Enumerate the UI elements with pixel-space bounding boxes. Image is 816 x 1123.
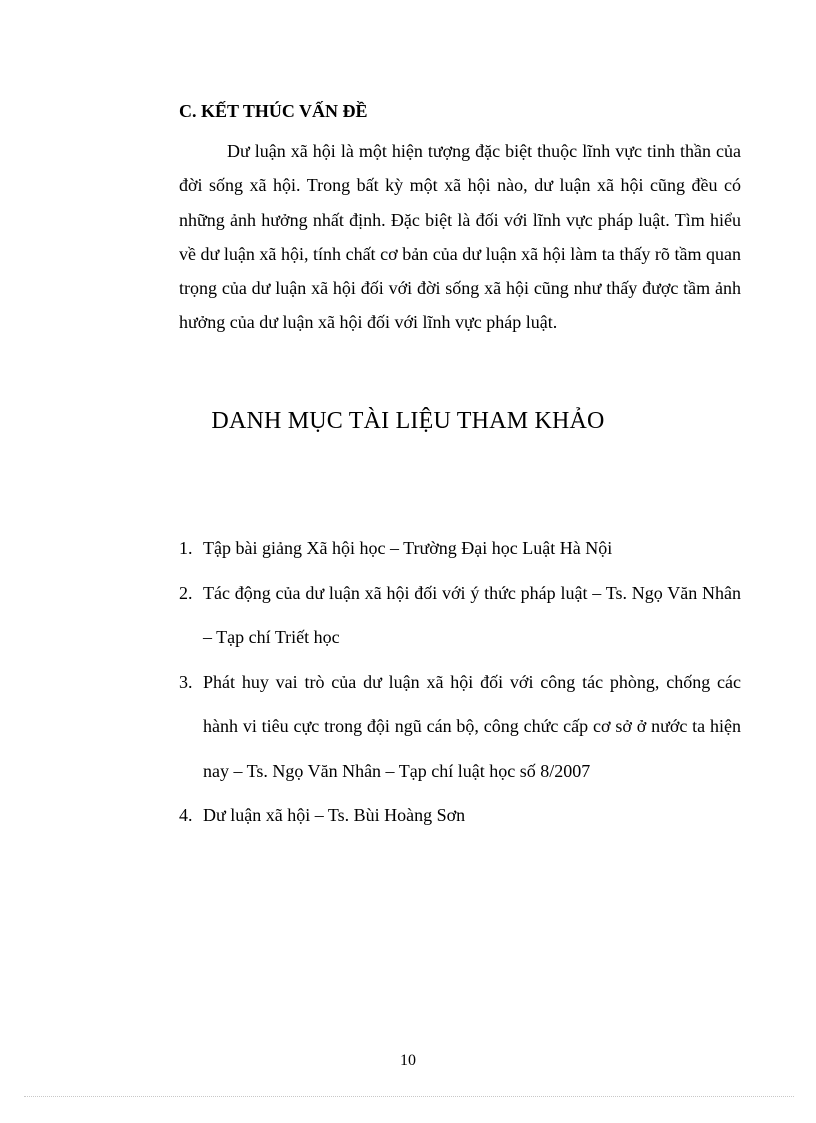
reference-number: 3.	[179, 671, 193, 692]
conclusion-paragraph-body: Dư luận xã hội là một hiện tượng đặc biệt thuộc lĩnh vực tinh thần của đời sống xã hội. Trong bất kỳ một xã hội nào, dư luận xã hội cũng đều có những ảnh hưởng nhất định. Đặc biệt là đối với lĩnh vực pháp luật. Tìm hiểu về dư luận xã hội, tính chất cơ bản của dư luận xã hội làm ta thấy rõ tầm quan trọng của dư luận xã hội đối với đời sống xã hội cũng như thấy được tầm ảnh hưởng của dư luận xã hội đối với lĩnh vực pháp luật.	[179, 141, 741, 333]
section-heading-conclusion: C. KẾT THÚC VẤN ĐỀ	[179, 101, 368, 121]
reference-item	[179, 571, 741, 660]
reference-number: 1.	[179, 538, 193, 558]
reference-item	[179, 793, 741, 838]
reference-text: Phát huy vai trò của dư luận xã hội đối với công tác phòng, chống các hành vi tiêu cực trong đội ngũ cán bộ, công chức cấp cơ sở ở nước ta hiện nay – Ts. Ngọ Văn Nhân – Tạp chí luật học số 8/2007	[203, 671, 741, 781]
reference-item	[179, 526, 741, 571]
reference-text: Dư luận xã hội – Ts. Bùi Hoàng Sơn	[203, 805, 466, 825]
references-list	[179, 526, 741, 838]
conclusion-paragraph-text	[179, 134, 741, 340]
reference-item	[179, 660, 741, 794]
conclusion-paragraph	[179, 134, 741, 340]
page-bottom-divider	[24, 1096, 794, 1097]
references-title: DANH MỤC TÀI LIỆU THAM KHẢO	[211, 408, 605, 434]
reference-number: 2.	[179, 582, 193, 603]
reference-text: Tác động của dư luận xã hội đối với ý thức pháp luật – Ts. Ngọ Văn Nhân – Tạp chí Triết học	[203, 582, 741, 647]
reference-number: 4.	[179, 805, 193, 825]
reference-text: Tập bài giảng Xã hội học – Trường Đại học Luật Hà Nội	[203, 538, 613, 558]
page-number: 10	[400, 1052, 416, 1069]
